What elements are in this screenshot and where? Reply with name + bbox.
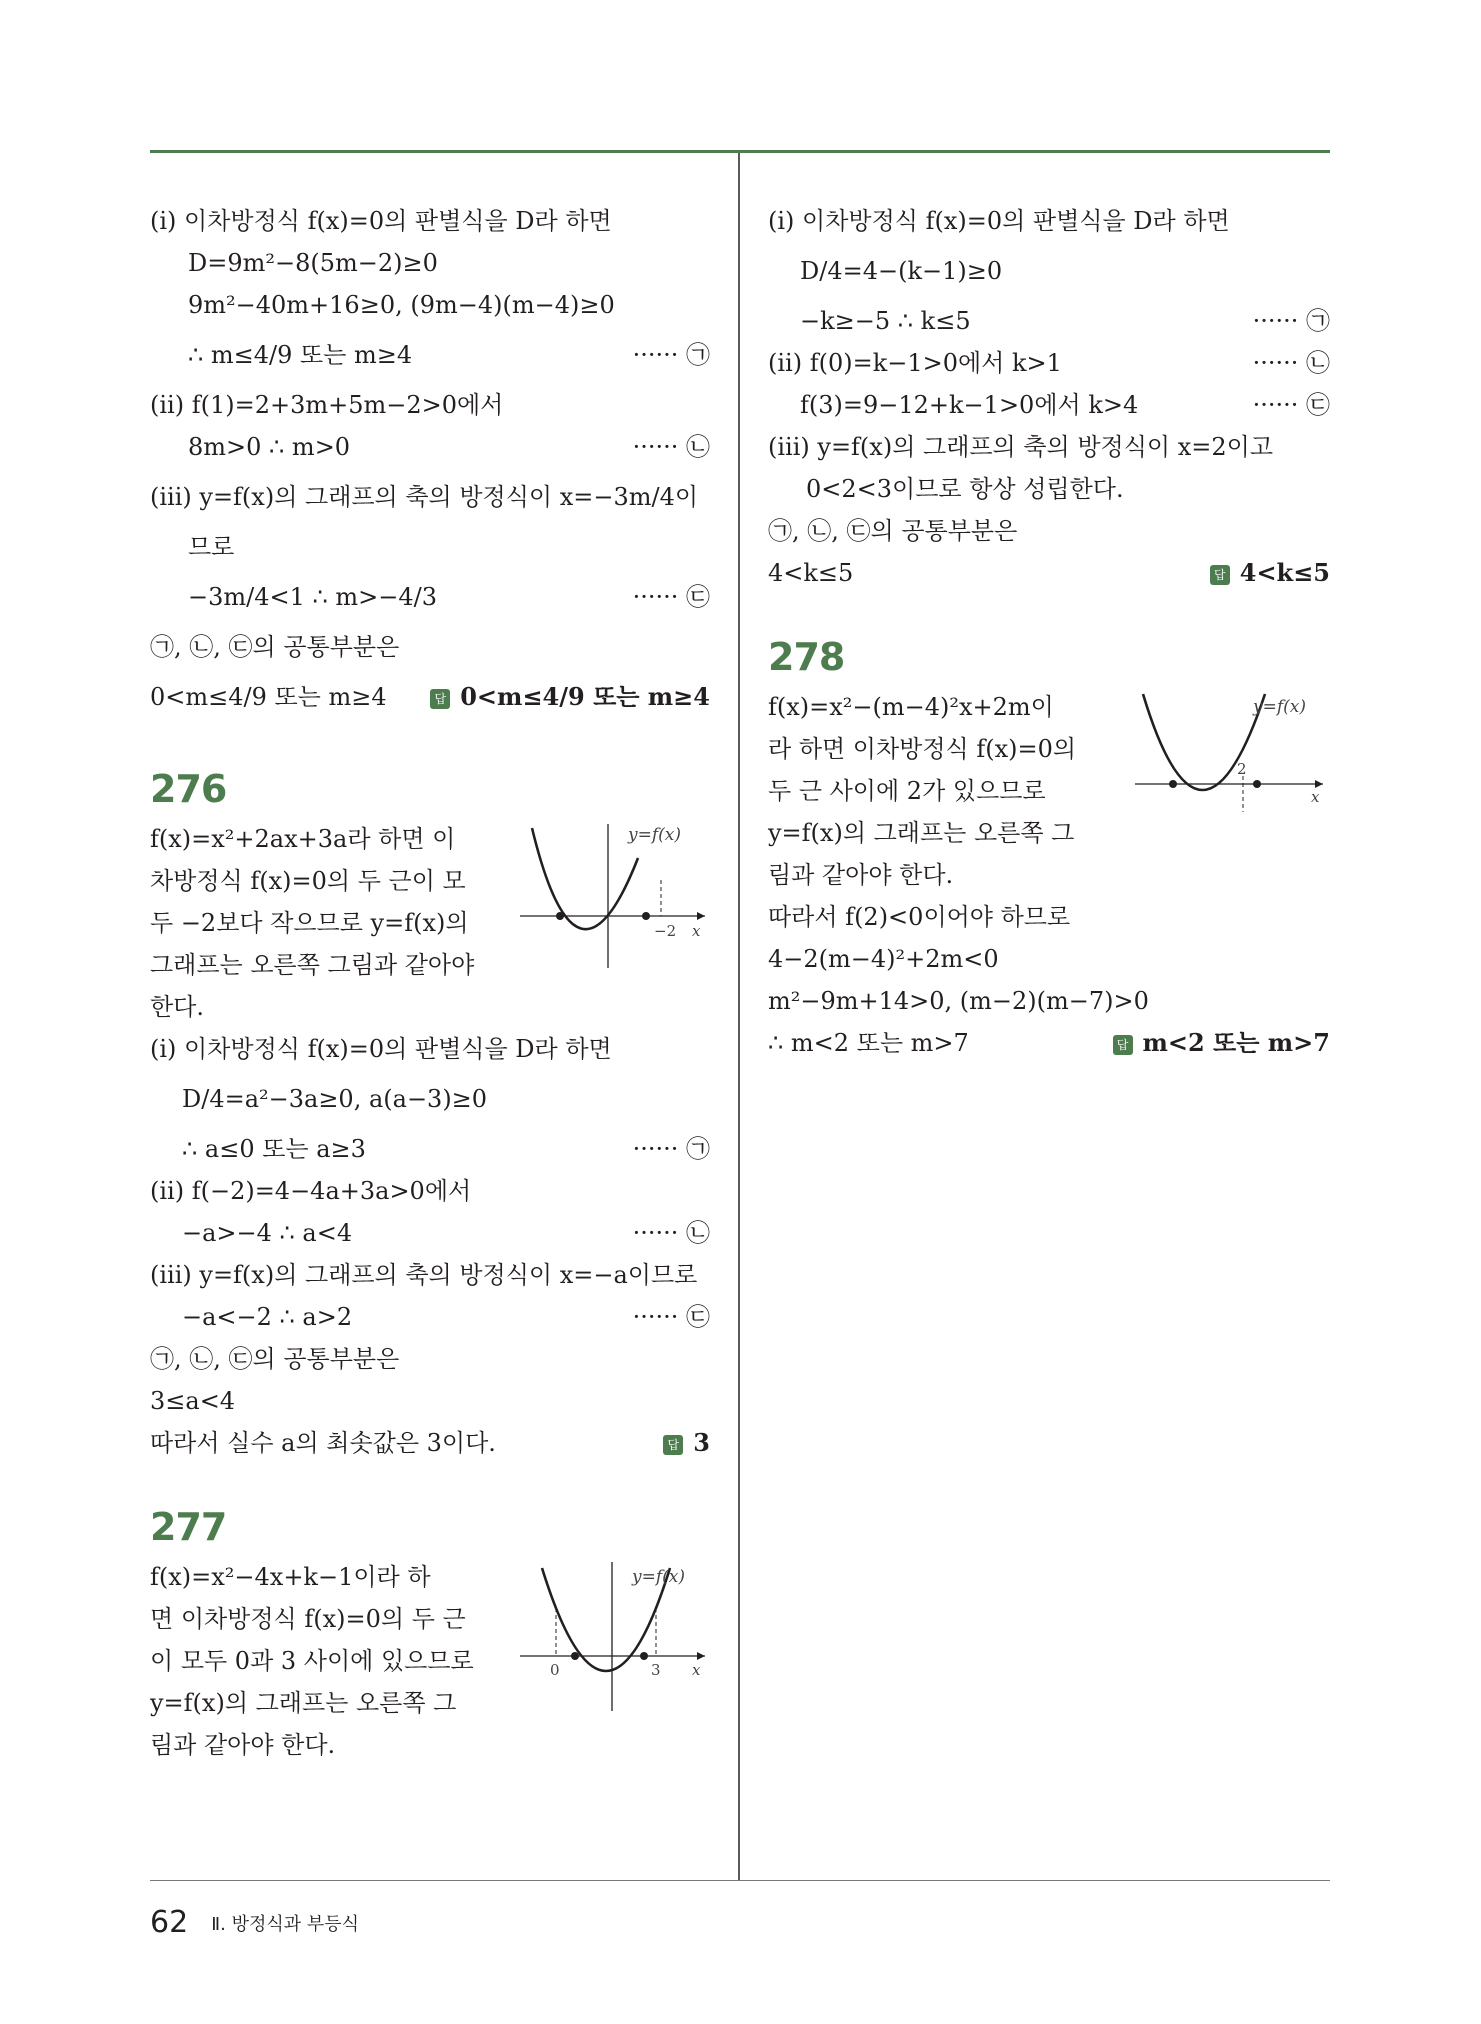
intro-line: f(x)=x²−(m−4)²x+2m이 [768, 693, 1054, 721]
intro-line: 이 모두 0과 3 사이에 있으므로 [150, 1647, 474, 1675]
intro-line: y=f(x)의 그래프는 오른쪽 그 [768, 819, 1075, 847]
case-mark: ······ ㉢ [632, 583, 710, 611]
page-number: 62 [150, 1905, 189, 1940]
solution-line: D=9m²−8(5m−2)≥0 [188, 249, 438, 277]
section-title: Ⅱ. 방정식과 부등식 [211, 1913, 360, 1935]
intro-line: 한다. [150, 993, 204, 1021]
page-footer [150, 1905, 359, 1945]
solution-line: 따라서 f(2)<0이어야 하므로 [768, 903, 1071, 931]
solution-line: ∴ m≤4/9 또는 m≥4 ······ ㉠ [150, 326, 710, 384]
solution-line: (ⅲ) y=f(x)의 그래프의 축의 방정식이 x=−a이므로 [150, 1261, 698, 1289]
case-mark: ······ ㉠ [632, 341, 710, 369]
top-rule [150, 150, 1330, 153]
x-axis-arrow [697, 912, 705, 920]
intro-line: y=f(x)의 그래프는 오른쪽 그 [150, 1689, 457, 1717]
curve-label: y=f(x) [632, 1567, 685, 1587]
intro-line: 림과 같아야 한다. [768, 861, 954, 889]
root-point [640, 1652, 648, 1660]
case-mark: ······ ㉠ [1252, 307, 1330, 335]
solution-line: 3≤a<4 [150, 1387, 236, 1415]
solution-line: −k≥−5 ∴ k≤5 ······ ㉠ [768, 300, 1330, 342]
answer: 답 4<k≤5 [1210, 552, 1330, 594]
solution-line: D/4=4−(k−1)≥0 [800, 257, 1003, 285]
answer: 답 m<2 또는 m>7 [1113, 1022, 1331, 1064]
solution-line: D/4=a²−3a≥0, a(a−3)≥0 [182, 1085, 488, 1113]
intro-line: 림과 같아야 한다. [150, 1731, 336, 1759]
left-column [150, 200, 710, 1766]
root-point [571, 1652, 579, 1660]
solution-line: (ⅱ) f(0)=k−1>0에서 k>1 ······ ㉡ [768, 342, 1330, 384]
axis-label: x [1311, 788, 1320, 806]
answer-badge: 답 [430, 689, 450, 709]
solution-line: (ⅱ) f(−2)=4−4a+3a>0에서 [150, 1177, 472, 1205]
intro-line: f(x)=x²−4x+k−1이라 하 [150, 1563, 431, 1591]
solution-line: 8m>0 ∴ m>0 ······ ㉡ [150, 426, 710, 468]
solution-line: ∴ a≤0 또는 a≥3 ······ ㉠ [150, 1128, 710, 1170]
column-divider [738, 153, 740, 1880]
x-axis-arrow [697, 1652, 705, 1660]
root-point [556, 912, 564, 920]
solution-line: −a<−2 ∴ a>2 ······ ㉢ [150, 1296, 710, 1338]
parabola-graph [520, 1556, 710, 1721]
parabola-graph [1135, 686, 1330, 836]
solution-line: ㉠, ㉡, ㉢의 공통부분은 [150, 633, 400, 661]
solution-line: (ⅲ) y=f(x)의 그래프의 축의 방정식이 x=−3m/4이 [150, 483, 699, 511]
solution-line: ㉠, ㉡, ㉢의 공통부분은 [768, 517, 1018, 545]
solution-line: 따라서 실수 a의 최솟값은 3이다. 답 3 [150, 1422, 710, 1464]
intro-line: f(x)=x²+2ax+3a라 하면 이 [150, 825, 456, 853]
x-axis-arrow [1315, 780, 1323, 788]
solution-line: ㉠, ㉡, ㉢의 공통부분은 [150, 1345, 400, 1373]
answer-badge: 답 [1113, 1035, 1133, 1055]
axis-label: x [692, 922, 701, 940]
solution-line: (ⅰ) 이차방정식 f(x)=0의 판별식을 D라 하면 [150, 207, 612, 235]
intro-line: 면 이차방정식 f(x)=0의 두 근 [150, 1605, 466, 1633]
tick-label: −2 [654, 922, 677, 940]
problem-intro [150, 1556, 710, 1766]
solution-line: f(3)=9−12+k−1>0에서 k>4 ······ ㉢ [768, 384, 1330, 426]
curve-label: y=f(x) [1253, 697, 1306, 717]
answer: 답 3 [663, 1422, 710, 1464]
intro-line: 두 −2보다 작으므로 y=f(x)의 [150, 909, 469, 937]
root-point [642, 912, 650, 920]
solution-line: 므로 [188, 533, 235, 561]
answer-badge: 답 [1210, 565, 1230, 585]
right-column [768, 200, 1330, 1064]
solution-line: ∴ m<2 또는 m>7 답 m<2 또는 m>7 [768, 1022, 1330, 1064]
problem-number: 277 [150, 1505, 227, 1549]
answer-badge: 답 [663, 1435, 683, 1455]
case-mark: ······ ㉠ [632, 1135, 710, 1163]
solution-line: −a>−4 ∴ a<4 ······ ㉡ [150, 1212, 710, 1254]
answer: 답 0<m≤4/9 또는 m≥4 [430, 668, 710, 726]
solution-line: 0<m≤4/9 또는 m≥4 답 0<m≤4/9 또는 m≥4 [150, 668, 710, 726]
solution-line: (ⅰ) 이차방정식 f(x)=0의 판별식을 D라 하면 [150, 1035, 612, 1063]
tick-label: 2 [1237, 760, 1247, 778]
solution-line: (ⅲ) y=f(x)의 그래프의 축의 방정식이 x=2이고 [768, 433, 1274, 461]
problem-number: 276 [150, 767, 227, 811]
case-mark: ······ ㉡ [632, 1219, 710, 1247]
solution-line: (ⅱ) f(1)=2+3m+5m−2>0에서 [150, 391, 504, 419]
parabola-curve [1143, 694, 1265, 790]
intro-line: 그래프는 오른쪽 그림과 같아야 [150, 951, 475, 979]
case-mark: ······ ㉢ [1252, 391, 1330, 419]
axis-label: x [692, 1661, 701, 1679]
solution-line: (ⅰ) 이차방정식 f(x)=0의 판별식을 D라 하면 [768, 207, 1230, 235]
solution-line: 9m²−40m+16≥0, (9m−4)(m−4)≥0 [188, 291, 615, 319]
intro-line: 라 하면 이차방정식 f(x)=0의 [768, 735, 1077, 763]
intro-line: 두 근 사이에 2가 있으므로 [768, 777, 1046, 805]
problem-intro [768, 686, 1330, 896]
root-point [1253, 780, 1261, 788]
case-mark: ······ ㉡ [1252, 349, 1330, 377]
solution-line: 4<k≤5 답 4<k≤5 [768, 552, 1330, 594]
solution-line: 0<2<3이므로 항상 성립한다. [806, 475, 1124, 503]
intro-line: 차방정식 f(x)=0의 두 근이 모 [150, 867, 466, 895]
root-point [1169, 780, 1177, 788]
parabola-graph [520, 818, 710, 978]
problem-intro [150, 818, 710, 1028]
problem-number: 278 [768, 635, 845, 679]
case-mark: ······ ㉡ [632, 433, 710, 461]
curve-label: y=f(x) [628, 825, 681, 845]
solution-line: −3m/4<1 ∴ m>−4/3 ······ ㉢ [150, 568, 710, 626]
solution-line: m²−9m+14>0, (m−2)(m−7)>0 [768, 987, 1149, 1015]
parabola-curve [532, 828, 638, 929]
bottom-rule [150, 1880, 1330, 1881]
tick-label: 0 [550, 1661, 560, 1679]
tick-label: 3 [651, 1661, 661, 1679]
solution-line: 4−2(m−4)²+2m<0 [768, 945, 999, 973]
case-mark: ······ ㉢ [632, 1303, 710, 1331]
